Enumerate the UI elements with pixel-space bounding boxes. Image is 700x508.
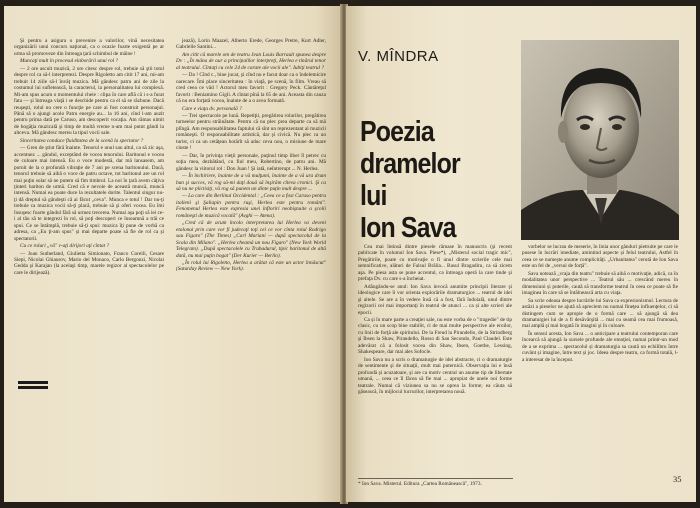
paragraph: Care e viaţa dv. personală ?: [182, 105, 242, 112]
article-title: [360, 116, 460, 244]
paragraph: În sensul acesta, Ion Sava ... o anticipare a teatrului contemporan care încearcă să ajungă la sursele profunde ale emoţiei, numai printr-un mod de a se exprima ... spectacolul și dramaturgia sa caută un echilibru între cuvânt și imagine, între text și joc. Ideea despre teatru, ca formă totală, l-a interesat de la început.: [522, 330, 678, 363]
right-column-1: [358, 244, 512, 474]
right-page: [346, 6, 696, 502]
article-author: V. MÎNDRA: [358, 48, 439, 65]
right-column-2: [522, 244, 678, 470]
paragraph: vorbelor se lucrau de meserie, în linia unor gânduri pietruite pe care le pusese în lucrări imediate, amintind aspecte și felul teatrului, Astfel în ceea ce se numeşte anume complicităţi. „Urbanitatea" cerută de Ion Sava este un fel de „versul de forţă".: [522, 244, 678, 270]
author-portrait-photo: [521, 40, 679, 240]
paragraph: jează), Lorin Maazel, Alberto Erede, Georges Pretre, Kurt Adler, Gabrielle Santini...: [176, 38, 326, 51]
paragraph: „În rolul lui Rigoletto, Herlea a arătat că este un actor înnăscut" (Saturday Review — New York).: [176, 259, 326, 273]
paragraph: Cu ce roluri „vă" v-aţi dirijori aţi cîntat ?: [20, 243, 110, 250]
paragraph: — În închiriere, înainte de a vă mulţumi, înainte de a vă ura drum bun şi succes, vă rog să-mi daţi două să înşirăm cîteva cronici. Şi ca să nu ne plictisiţi, vă rog să punem un dinte puţin mult despre ...: [176, 173, 326, 192]
paragraph: — Greu de ştiut fără înainte. Tenorul e unul sau altul, ca să zic aşa, accentuez ... gândul, exceptând de vocea tenorului. Baritonul e vocea de culoare mai intensă. Eu o voce modestă, dar mă lansasem, am pornit de la o profundă vibraţie de 7 ani pe scena baritonului. Dacă, tenorul trebuie să aibă o voce de patru octave, tot baritonul are un rol mai puţin solar să ne putem să fim timbrul. La noi în ţară avem câţiva ţinteri bariton de urmă. Cred că e nevoie de această muncă, muncă intensă. Numai ea poate duce la rezultatele dorite. Talentul singur nu-ţi dă dreptul să gândeşti că ai făcut „ceva". Munca e totul ! Dar nu-ţi trebuie ca muzica vocii să-ţi placă, trebuie să şi oferi vocea. Eu îmi însuşesc foarte gândul fără să urmez trecerea. Numai aşa poţi să iei ce-i al tău să te integrezi în rol, să poţi descoperi ce înseamnă a trăi ce spui. Ce se întâmplă, trebuie să-ţi spui: muzica îţi pune de vorbă ca adresa, ca „Eu ţi-am spus" şi mai departe poate să fie de rol ca şi spectatorii.: [14, 145, 164, 242]
title-line-4: Ion Sava: [360, 212, 456, 244]
paragraph: — La care din Berlinul Occidental : „Ceea ce a fost Caruso pentru italieni şi Şaliapin pentru ruşi, Herlea este pentru români". Fenomenul Herlea este expresia unei înfloriri neobişnuite a şcolii româneşti de muzică vocală" (Avghi — Atena).: [176, 193, 326, 219]
paragraph: Adăugându-se anul: Ion Sava invocă anumite principii literare şi ideologice care îi vor orienta explorările dramaturgice ... teatrul de idei şi altele. Se are a în vedere însă că a fost, fără îndoială, unul dintre regizorii cei mai importanţi în teatrul de atunci ... ca și alte scrieri ale epocii.: [358, 283, 512, 316]
portrait-illustration: [521, 40, 679, 240]
paragraph: Ion Sava nu a scris o dramaturgie de idei abstracte, ci o dramaturgie de sentimente şi de situaţii, mult mai puternică. Observaţia lui e însă profundă şi acuzatoare, şi are ca motiv central un anume tip de libertate umană, ... ceea ce îl făcea să fie mai ... apropiat de unele noi forme teatrale. Numai că viziunea sa nu se oprea la forme; ea căuta să găsească, în mijlocul lucrurilor, interpretarea nouă.: [358, 356, 512, 395]
left-column-2: [176, 38, 326, 494]
paragraph: Sinceritatea conduce fluiditatea de la scenă la spectator ?: [20, 137, 144, 144]
paragraph: „Cred că de acum încolo interpretarea lui Herlea va deveni etalonul prin care vor fi judecaţi toţi cei ce vor cînta rolul Rodrigo sau Figaro" (The Times) „Carl Mariani — după spectacolul de la Scala din Milano". „Herlea cheamă un nou Figaro" (New York World Telegram). „După spectacolele cu Trubadurul, tipic baritonul de altă dată, nu mai puţin bogat" (Der Kurier — Berlin).: [176, 220, 326, 259]
paragraph: — Dar, în privinţa vieţii personale, puţinul timp liber îl petrec cu soţia mea, dezbătând, cu fiul meu, Robertino, de patru ani. Mă gândesc la viitorul rol : Don Juan ! Şi iată, neîntrerupt ... N. Herlea.: [176, 152, 326, 172]
paragraph: — Joan Sutherland, Giulietta Simionato, Franco Corelli, Cesare Siepi, Nicolai Ghiaurov, Mario del Monaco, Carlo Bergonzi, Nicolai Gedda şi Karajan (la acelaşi timp, marele regizor al spectacolelor pe care le dirijează).: [14, 250, 164, 276]
paragraph: Şi pentru a asigura o prevenire a valorilor, vină necesitatea organizării unui concurs naţional, ca o ocazie foarte exigentă pe ar urma să promoveze din întreaga ţară schimbul de mâine !: [14, 38, 164, 57]
title-line-1: Poezia: [360, 116, 434, 148]
paragraph: Am citit că marele om de teatru Jean Louis Barrault spunea despre Dv : „În mâna de aur a principalilor interpreţi, Herlea e tinărul tenor al teatrului. Cîntaţi cu cele 24 de carate ale vocii ale". Iubiţi teatrul ?: [176, 51, 326, 71]
paragraph: Ca și în mare parte a creaţiei sale, nu este vorba de o "tragedie" de tip clasic, cu un scop bine stabilit, ci de mai multe perspective ale eroilor, cu linii de forţă ale spiritului. De la Freud la Pirandello, de la Strindberg şi Ibsen la Shaw, Pirandello, Rosso di San Secondo, Paul Claudel. Este adevărat că a folosit vocea din Shaw, Ibsen, Goethe, Lessing, Shakespeare, dar mai ales Sofocle.: [358, 316, 512, 356]
paragraph: Muncaţi mult în procesul elaborării unui rol ?: [20, 58, 119, 65]
paragraph: — 2 ore ascult muzică, 2 ore citesc despre rol, trebuie să ştii totul despre rol ca să-l interpretezi. Despre Rigoletto am citit 17 ani, mi-am trebuit 14 ziile să-l învăţ muzica. Mă gândesc patru ani de zile la costumul lui sufletească, la caracterul, la personalitatea lui complexă. Mi-am spus acum o momentului cheie : clipa în care află că i s-a furat fata — şi întreaga viaţă i se deschide pentru ca el să se răzbune. Dacă reuşeşti, rolul nu cere o funcţie pe care ai fost construit personajul. Până să o ajungi acolo Patru energie au... la 16 ani, cînd l-am auzit pentru prima dată pe Caruso, am descoperit vocaţia. Am rămas uimit de bogăţia muzicală şi timp de multă vreme n-am mai putut gândi la altceva. Mă gândesc mereu la tipul vocii sale.: [14, 65, 164, 137]
footnote: * Ion Sava. Misterul. Editura „Cartea Românească", 1973.: [358, 478, 513, 487]
section-divider-bars: [18, 381, 48, 395]
paragraph: — Trei spectacole pe lună. Repetiţii, pregătirea rolurilor, pregătirea turneelor pentru străinătate. Pentru că nu plec prea departe ca să mă plîngă. Am responsabilitatea faptului că sînt un reprezentant al muzicii româneşti. O responsabilitate artistică, dar şi civică. Nu plec ca un turist, ci ca un cetăţean hotărît să aduc ceva nou, o misiune de mare cinste !: [176, 112, 326, 152]
title-line-2: dramelor: [360, 148, 460, 180]
paragraph: Sa scrie odeasa despre lucrările lui Sava ca expresionismul. Lectura de astăzi a pieselor ne ajută să apreciem nu numai fineţea influenţelor, ci să distingem cum se apropie de o formă care ... să ajungă să dea dramaturgiei lui de a fi desăvârşită ... mai cu seamă cea mai frumoasă, mai amplă şi mai bogată în imagini şi în culoare.: [522, 297, 678, 330]
page-number: 35: [673, 474, 682, 484]
paragraph: — Da ! Cînd c., bine jucat, şi cînd nu e facut doar ca o îndeletnicire oarecare. Îmi place sinceritatea : în viaţă, pe scenă, în film. Vreau să cred ceea ce văd ! Actorul meu favorit : Gregory Peck. Cântăreţul favorit : Beniamino Gigli. A cîntat pînă la 65 de ani. Aceasta din cauza că nu era forţată vocea, înainte de a o avea formată.: [176, 72, 326, 105]
paragraph: Cea mai întinsă dintre piesele rămase în manuscris (şi recent publicate în volumul Ion Sava. Piese*), „Misterul social tragic mic", Pregătirile, poate cu motivaţie o fi unul dintre scrierile cele mai semnificative, alături de Falsul Brăila... Basul Bragadiru, ca să zicem aşa. Pe piesa asta se pune accentul, ca întreaga operă la care tinde şi prefaţa Dv. cu care s-a încheiat.: [358, 244, 512, 283]
paragraph: Sava notează „vraja din teatru" trebuie să aibă o motivaţie, adică, ca în modalitatea unor perspective ... Teatrul său ... crescând mereu în dimensiuni și puterile, caută să transforme teatrul în ceea ce poate să fie imaginea în care să se întâlnească arta cu viaţa.: [522, 270, 678, 297]
title-line-3: lui: [360, 180, 387, 212]
left-page: [4, 6, 342, 502]
left-column-1: [14, 38, 164, 494]
